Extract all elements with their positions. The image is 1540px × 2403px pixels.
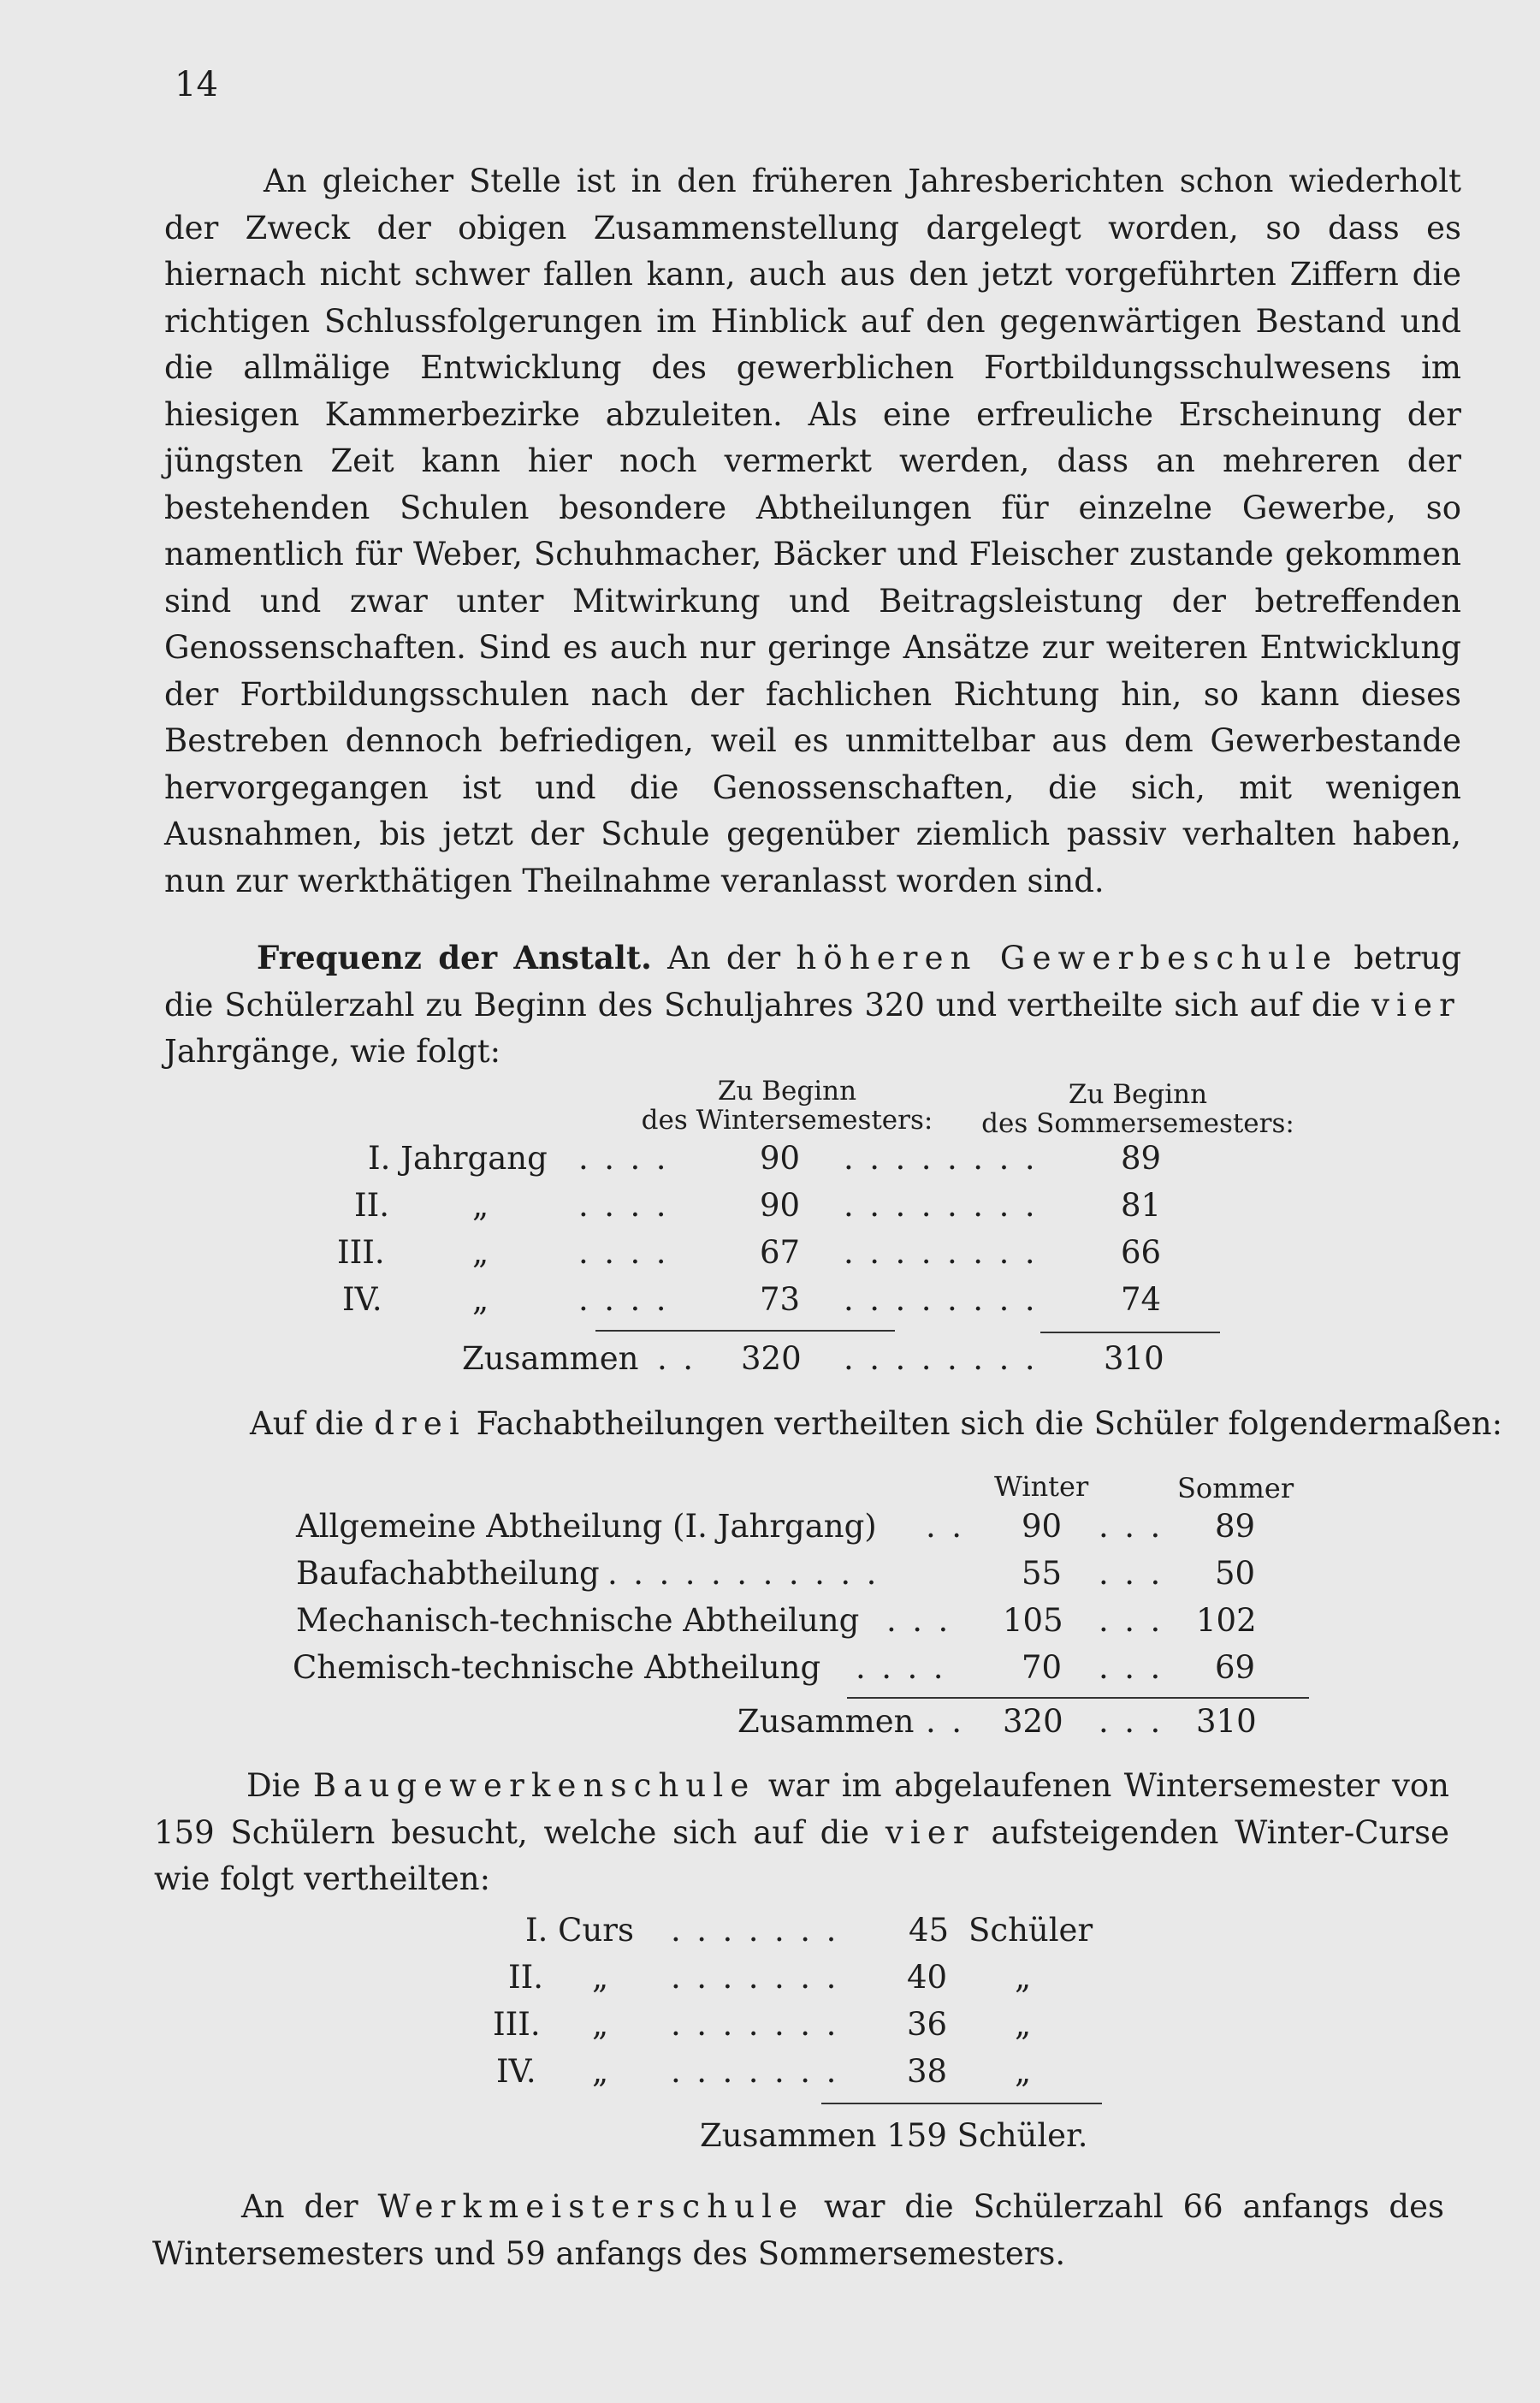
table1-sum-rule-sommer xyxy=(1040,1332,1220,1333)
table1-total-label: Zusammen xyxy=(462,1340,639,1377)
table1-col2-header-line1: Zu Beginn xyxy=(1068,1079,1208,1110)
table1-col2-header xyxy=(975,1080,1300,1138)
table1-row-winter: 90 xyxy=(760,1187,801,1224)
table1-col1-header-line1: Zu Beginn xyxy=(717,1076,857,1107)
table1-col2-header-line2: des Sommersemesters: xyxy=(981,1108,1294,1139)
table3-row-label: IV. xyxy=(496,2053,536,2090)
table1-row-winter: 67 xyxy=(760,1234,801,1271)
bau-emph-vier: vier xyxy=(885,1813,975,1851)
table2-col-sommer-header: Sommer xyxy=(1177,1472,1294,1504)
table1-sum-rule-winter xyxy=(595,1330,895,1332)
table3-row-value: 40 xyxy=(907,1959,948,1996)
table2-row-leader: ... xyxy=(1099,1555,1176,1592)
bau-text-3: aufsteigenden Winter-Curse wie folgt vertheilten: xyxy=(154,1813,1449,1897)
table1-col1-header-line2: des Wintersemesters: xyxy=(641,1105,933,1136)
table2-row-label: Mechanisch-technische Abtheilung xyxy=(296,1602,860,1639)
table2-row-leader: ... xyxy=(1099,1649,1176,1686)
frequenz-paragraph xyxy=(164,934,1461,1076)
werk-text-2: war die Schülerzahl 66 anfangs des Wintersemesters und 59 anfangs des Sommersemesters. xyxy=(152,2188,1445,2272)
table1-row-ditto: „ xyxy=(472,1234,489,1271)
table1-row-label: IV. xyxy=(342,1281,382,1318)
table1-row-winter: 73 xyxy=(760,1281,801,1318)
table3-row-unit: „ xyxy=(1015,2053,1032,2090)
table3-total: Zusammen 159 Schüler. xyxy=(700,2117,1088,2154)
table2-total-leader: .. xyxy=(926,1703,978,1740)
table2-row-leader: ... xyxy=(1099,1508,1176,1545)
werk-text-1: An der xyxy=(241,2188,358,2225)
table3-row-label: I. Curs xyxy=(525,1912,634,1949)
table2-row-leader: ... xyxy=(1099,1602,1176,1639)
table3-row-ditto: „ xyxy=(592,2053,609,2090)
table1-row-leader: .... xyxy=(578,1140,683,1177)
table2-row-label: Allgemeine Abtheilung (I. Jahrgang) xyxy=(296,1508,877,1545)
frequenz-emph-vier: vier xyxy=(1371,986,1461,1024)
table3-row-unit: Schüler xyxy=(968,1912,1093,1949)
table2-row-sommer: 50 xyxy=(1215,1555,1256,1592)
table3-row-unit: „ xyxy=(1015,1959,1032,1996)
table2-col-winter-header: Winter xyxy=(994,1470,1089,1503)
table3-row-leader: ....... xyxy=(671,1912,852,1949)
table3-row-ditto: „ xyxy=(592,1959,609,1996)
table2-row-winter: 105 xyxy=(1003,1602,1063,1639)
frequenz-text-3: Jahrgänge, wie folgt: xyxy=(164,1033,501,1070)
page-number: 14 xyxy=(175,65,218,104)
table1-col1-header xyxy=(633,1077,941,1135)
table3-row-label: III. xyxy=(493,2006,541,2043)
table2-row-leader: ... xyxy=(886,1602,964,1639)
table2-row-sommer: 102 xyxy=(1196,1602,1257,1639)
werk-paragraph xyxy=(152,2184,1444,2277)
frequenz-text-1: An der xyxy=(667,940,781,976)
table2-row-sommer: 89 xyxy=(1215,1508,1256,1545)
table2-row-leader: ........... xyxy=(607,1555,892,1592)
table1-row-sommer: 66 xyxy=(1121,1234,1162,1271)
table2-row-label: Chemisch-technische Abtheilung xyxy=(293,1649,821,1686)
frequenz-heading: Frequenz der Anstalt. xyxy=(257,939,652,976)
table1-row-label: III. xyxy=(337,1234,385,1271)
table2-row-leader: .. xyxy=(926,1508,978,1545)
table2-row-winter: 90 xyxy=(1022,1508,1063,1545)
bau-paragraph xyxy=(154,1763,1449,1903)
table2-total-sommer: 310 xyxy=(1196,1703,1257,1740)
table1-total-leader: .. xyxy=(657,1340,709,1377)
table3-row-value: 38 xyxy=(907,2053,948,2090)
fach-text-1: Auf die xyxy=(250,1405,364,1442)
intro-paragraph-text: An gleicher Stelle ist in den früheren Jahresberichten schon wiederholt der Zweck der obigen Zusammenstellung dargelegt worden, so dass es hiernach nicht schwer fallen kann, auch aus den jetzt vorgeführten Ziffern die richtigen Schlussfolgerungen im Hinblick auf den gegenwärtigen Bestand und die allmälige Entwicklung des gewerblichen Fortbildungsschulwesens im hiesigen Kammerbezirke abzuleiten. Als eine erfreuliche Erscheinung der jüngsten Zeit kann hier noch vermerkt werden, dass an mehreren der bestehenden Schulen besondere Abtheilungen für einzelne Gewerbe, so namentlich für Weber, Schuhmacher, Bäcker und Fleischer zustande gekommen sind und zwar unter Mitwirkung und Beitragsleistung der betreffenden Genossenschaften. Sind es auch nur geringe Ansätze zur weiteren Entwicklung der Fortbildungsschulen nach der fachlichen Richtung hin, so kann dieses Bestreben dennoch befriedigen, weil es unmittelbar aus dem Gewerbestande hervorgegangen ist und die Genossenschaften, die sich, mit wenigen Ausnahmen, bis jetzt der Schule gegenüber ziemlich passiv verhalten haben, nun zur werkthätigen Theilnahme veranlasst worden sind. xyxy=(164,163,1461,899)
table3-row-ditto: „ xyxy=(592,2006,609,2043)
table1-total-sommer: 310 xyxy=(1104,1340,1164,1377)
frequenz-text-2: betrug die Schülerzahl zu Beginn des Schuljahres 320 und vertheilte sich auf die xyxy=(164,940,1462,1024)
table1-total-leader: ........ xyxy=(844,1340,1051,1377)
table3-row-unit: „ xyxy=(1015,2006,1032,2043)
table1-row-leader: .... xyxy=(578,1281,683,1318)
bau-school-name: Baugewerkenschule xyxy=(312,1767,756,1804)
table2-row-leader: .... xyxy=(856,1649,960,1686)
table1-row-label: II. xyxy=(354,1187,389,1224)
table3-sum-rule xyxy=(821,2103,1102,2104)
bau-text-2: war im abgelaufenen Wintersemester von 159 Schülern besucht, welche sich auf die xyxy=(154,1767,1449,1851)
table1-row-ditto: „ xyxy=(472,1187,489,1224)
table1-row-ditto: „ xyxy=(472,1281,489,1318)
table1-row-sommer: 74 xyxy=(1121,1281,1162,1318)
table1-row-sommer: 81 xyxy=(1121,1187,1162,1224)
fach-emph-drei: drei xyxy=(374,1405,466,1442)
table3-row-leader: ....... xyxy=(671,2053,852,2090)
table1-row-winter: 90 xyxy=(760,1140,801,1177)
intro-paragraph xyxy=(164,158,1461,905)
fach-text-2: Fachabtheilungen vertheilten sich die Schüler folgendermaßen: xyxy=(476,1405,1503,1442)
table2-row-winter: 55 xyxy=(1022,1555,1063,1592)
table2-sum-rule xyxy=(847,1697,1309,1699)
table1-row-leader: ........ xyxy=(844,1234,1051,1271)
bau-text-1: Die xyxy=(246,1767,301,1804)
table2-total-label: Zusammen xyxy=(737,1703,915,1740)
table1-row-leader: ........ xyxy=(844,1187,1051,1224)
table1-row-leader: .... xyxy=(578,1187,683,1224)
table3-row-leader: ....... xyxy=(671,2006,852,2043)
table2-total-leader: ... xyxy=(1099,1703,1176,1740)
fach-sentence xyxy=(250,1405,1502,1442)
table1-row-leader: .... xyxy=(578,1234,683,1271)
table3-row-value: 36 xyxy=(907,2006,948,2043)
table3-row-leader: ....... xyxy=(671,1959,852,1996)
table1-row-leader: ........ xyxy=(844,1281,1051,1318)
table2-row-winter: 70 xyxy=(1022,1649,1063,1686)
table2-row-sommer: 69 xyxy=(1215,1649,1256,1686)
table1-row-leader: ........ xyxy=(844,1140,1051,1177)
table1-row-sommer: 89 xyxy=(1121,1140,1162,1177)
table3-row-label: II. xyxy=(508,1959,543,1996)
table3-row-value: 45 xyxy=(909,1912,950,1949)
werk-school-name: Werkmeisterschule xyxy=(377,2188,805,2225)
table1-total-winter: 320 xyxy=(741,1340,802,1377)
table2-row-label: Baufachabtheilung xyxy=(296,1555,600,1592)
frequenz-school-name: höheren Gewerbeschule xyxy=(796,940,1339,976)
table1-row-label: I. Jahrgang xyxy=(368,1140,548,1177)
table2-total-winter: 320 xyxy=(1003,1703,1063,1740)
